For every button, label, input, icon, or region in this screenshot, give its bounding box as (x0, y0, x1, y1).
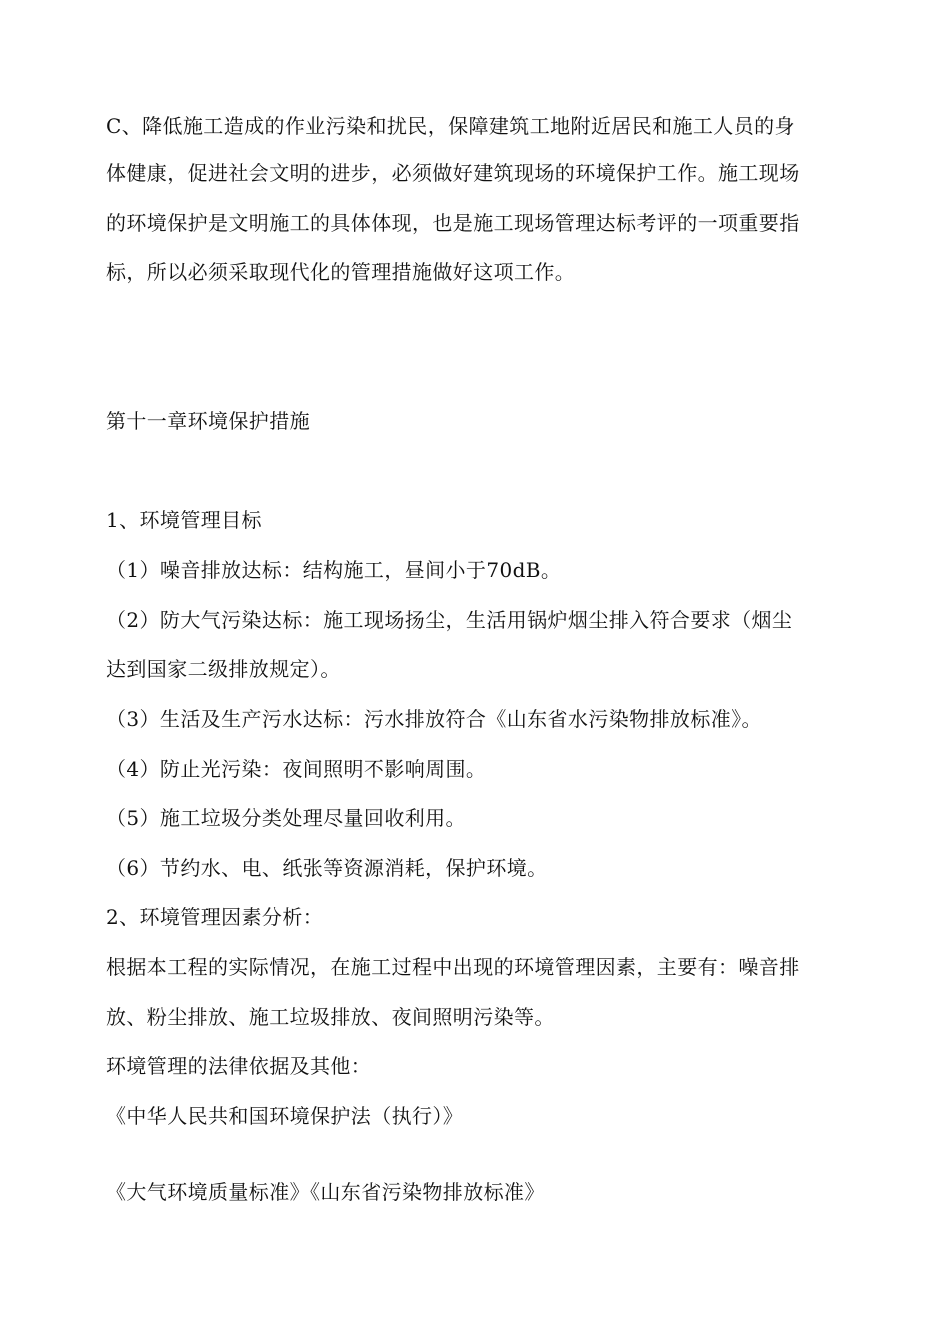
section-1-item-2-cont: 达到国家二级排放规定）。 (106, 657, 341, 681)
legal-basis-heading: 环境管理的法律依据及其他： (106, 1054, 372, 1078)
section-1-item-2: （2）防大气污染达标：施工现场扬尘，生活用锅炉烟尘排入符合要求（烟尘 (106, 608, 793, 632)
law-item-1: 《中华人民共和国环境保护法（执行）》 (106, 1104, 464, 1128)
intro-line-4: 标，所以必须采取现代化的管理措施做好这项工作。 (106, 260, 576, 284)
chapter-title: 第十一章环境保护措施 (106, 409, 310, 433)
section-2-body-line-1: 根据本工程的实际情况，在施工过程中出现的环境管理因素，主要有：噪音排 (106, 955, 800, 979)
section-2-heading: 2、环境管理因素分析： (106, 905, 324, 929)
intro-line-2: 体健康，促进社会文明的进步，必须做好建筑现场的环境保护工作。施工现场 (106, 161, 800, 185)
section-1-heading: 1、环境管理目标 (106, 508, 262, 532)
intro-line-3: 的环境保护是文明施工的具体体现，也是施工现场管理达标考评的一项重要指 (106, 211, 800, 235)
intro-line-1: C、降低施工造成的作业污染和扰民，保障建筑工地附近居民和施工人员的身 (106, 114, 795, 138)
section-1-item-4: （4）防止光污染：夜间照明不影响周围。 (106, 757, 487, 781)
section-1-item-6: （6）节约水、电、纸张等资源消耗，保护环境。 (106, 856, 548, 880)
section-1-item-1: （1）噪音排放达标：结构施工，昼间小于70dB。 (106, 558, 562, 582)
section-2-body-line-2: 放、粉尘排放、施工垃圾排放、夜间照明污染等。 (106, 1005, 555, 1029)
law-item-2: 《大气环境质量标准》《山东省污染物排放标准》 (106, 1180, 545, 1204)
section-1-item-5: （5）施工垃圾分类处理尽量回收利用。 (106, 806, 466, 830)
section-1-item-3: （3）生活及生产污水达标：污水排放符合《山东省水污染物排放标准》。 (106, 707, 762, 731)
